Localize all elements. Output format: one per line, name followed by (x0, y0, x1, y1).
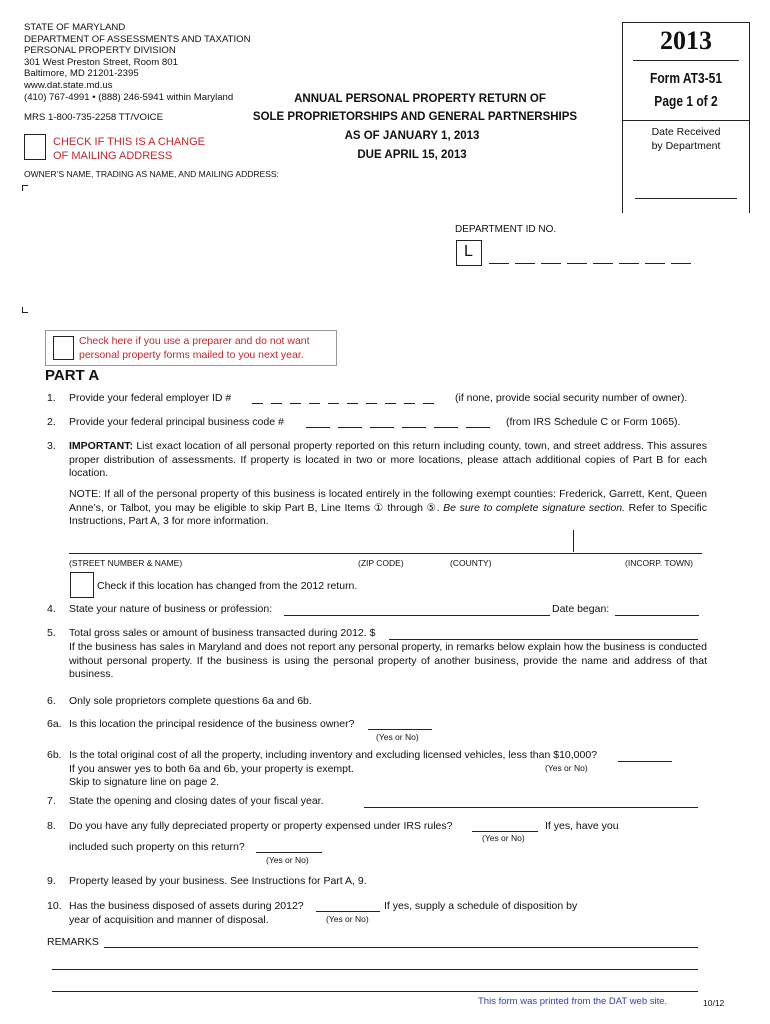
q6-text: Only sole proprietors complete questions 6a and 6b. (69, 695, 312, 707)
location-changed-label: Check if this location has changed from the 2012 return. (97, 580, 358, 592)
agency-line: STATE OF MARYLAND (24, 22, 126, 33)
disposed-assets-field[interactable] (316, 911, 380, 912)
q4-text: State your nature of business or profession: (69, 603, 273, 615)
incorp-town-label: (INCORP. TOWN) (625, 558, 694, 568)
change-address-checkbox[interactable] (24, 134, 46, 160)
remarks-line-2[interactable] (52, 969, 698, 970)
q8-number: 8. (47, 820, 56, 832)
form-page: Page 1 of 2 (654, 93, 718, 110)
footer-printed-note: This form was printed from the DAT web site. (478, 996, 668, 1007)
owner-label: OWNER’S NAME, TRADING AS NAME, AND MAILING ADDRESS: (24, 169, 279, 179)
q8-hint-2: (Yes or No) (266, 855, 309, 865)
q3-number: 3. (47, 440, 56, 452)
q10-number: 10. (47, 900, 62, 912)
q3-note-emphasis: Be sure to complete signature section. (443, 501, 626, 514)
q8-hint-1: (Yes or No) (482, 833, 525, 843)
q10-line-2: year of acquisition and manner of disposal. (69, 914, 269, 926)
agency-line: 301 West Preston Street, Room 801 (24, 56, 178, 68)
q6a-hint: (Yes or No) (376, 732, 419, 742)
q5-text-2: If the business has sales in Maryland and does not report any personal property, in remarks below explain how the business is conducted without personal property. If the business is using the personal property of another business, provide the name and address of that business. (69, 641, 707, 680)
location-divider (573, 530, 574, 552)
q6b-text: Is the total original cost of all the property, including inventory and excluding licensed vehicles, less than $10,000? (69, 749, 598, 761)
agency-line: DEPARTMENT OF ASSESSMENTS AND TAXATION (24, 33, 251, 45)
date-received-label: Date Received (651, 126, 721, 138)
form-title-1: ANNUAL PERSONAL PROPERTY RETURN OF (294, 93, 546, 105)
change-address-label-1: CHECK IF THIS IS A CHANGE (53, 136, 205, 148)
q3-note-ref: Refer to Specific Instructions, Part A, 3 for more information. (69, 501, 707, 527)
zip-label: (ZIP CODE) (358, 558, 404, 568)
q7-text: State the opening and closing dates of your fiscal year. (69, 795, 324, 807)
nature-of-business-field[interactable] (284, 615, 550, 616)
q4-number: 4. (47, 603, 56, 615)
location-changed-checkbox[interactable] (70, 572, 94, 598)
q5-number: 5. (47, 627, 56, 639)
agency-line: (410) 767-4991 • (888) 246-5941 within Maryland (24, 91, 234, 103)
preparer-label-1: Check here if you use a preparer and do not want (79, 335, 310, 347)
q3-note: NOTE: If all of the personal property of this business is located entirely in the following exempt counties: Frederick, Garrett, Kent, Queen Anne’s, or Talbot, you may be eligible to skip Part B, Line Items ① through ⑤. (69, 488, 707, 514)
included-property-field[interactable] (256, 852, 322, 853)
q8-tail: If yes, have you (545, 820, 619, 832)
fiscal-year-field[interactable] (364, 807, 698, 808)
form-id-box (622, 22, 750, 213)
depreciated-property-field[interactable] (472, 831, 538, 832)
remarks-line-3[interactable] (52, 991, 698, 992)
q6b-number: 6b. (47, 749, 62, 761)
principal-residence-field[interactable] (368, 729, 432, 730)
q1-suffix: (if none, provide social security number of owner). (455, 392, 688, 404)
q2-number: 2. (47, 416, 56, 428)
county-label: (COUNTY) (450, 558, 492, 568)
q6b-line-3: Skip to signature line on page 2. (69, 776, 220, 788)
mrs-line: MRS 1-800-735-2258 TT/VOICE (24, 112, 163, 123)
dept-id-prefix: L (464, 243, 473, 260)
preparer-label-2: personal property forms mailed to you next year. (79, 349, 304, 361)
by-department-label: by Department (651, 140, 721, 152)
q6b-hint: (Yes or No) (545, 763, 588, 773)
dept-id-digits[interactable] (489, 263, 689, 267)
q6a-number: 6a. (47, 718, 62, 730)
q1-number: 1. (47, 392, 56, 404)
q5-text: Total gross sales or amount of business transacted during 2012. $ (69, 627, 376, 639)
location-input-line[interactable] (69, 553, 702, 554)
q8-text: Do you have any fully depreciated property or property expensed under IRS rules? (69, 820, 453, 832)
q4-date-label: Date began: (552, 603, 610, 615)
q6a-text: Is this location the principal residence of the business owner? (69, 718, 355, 730)
q7-number: 7. (47, 795, 56, 807)
q10-hint: (Yes or No) (326, 914, 369, 924)
preparer-checkbox[interactable] (53, 336, 74, 360)
form-title-2: SOLE PROPRIETORSHIPS AND GENERAL PARTNERSHIPS (252, 111, 578, 123)
corner-mark-top (22, 185, 28, 191)
q3-important: IMPORTANT: (69, 440, 133, 452)
street-label: (STREET NUMBER & NAME) (69, 558, 183, 568)
under-10000-field[interactable] (618, 761, 672, 762)
q2-text: Provide your federal principal business code # (69, 416, 284, 428)
q8-line-2: included such property on this return? (69, 841, 245, 853)
business-code-field[interactable] (306, 427, 501, 431)
change-address-label-2: OF MAILING ADDRESS (53, 150, 173, 162)
agency-line: www.dat.state.md.us (24, 79, 113, 91)
federal-ein-field[interactable] (252, 403, 447, 407)
agency-address-block (24, 22, 274, 103)
corner-mark-bottom (22, 307, 28, 313)
remarks-label: REMARKS (47, 936, 99, 948)
q9-number: 9. (47, 875, 56, 887)
q2-suffix: (from IRS Schedule C or Form 1065). (506, 416, 681, 428)
q3-text: List exact location of all personal property reported on this return including county, town, and street address. This assures proper distribution of assessments. If property is located in two or more locations, please attach additional copies of Part B for each location. (69, 440, 707, 479)
dept-id-label: DEPARTMENT ID NO. (455, 224, 557, 235)
q6b-line-2: If you answer yes to both 6a and 6b, your property is exempt. (69, 763, 354, 775)
q1-text: Provide your federal employer ID # (69, 392, 232, 404)
agency-line: PERSONAL PROPERTY DIVISION (24, 45, 176, 57)
q10-tail: If yes, supply a schedule of disposition by (384, 900, 578, 912)
gross-sales-field[interactable] (389, 639, 698, 640)
remarks-line-1[interactable] (104, 947, 698, 948)
agency-line: Baltimore, MD 21201-2395 (24, 68, 139, 80)
q9-text: Property leased by your business. See Instructions for Part A, 9. (69, 875, 367, 887)
as-of-date: AS OF JANUARY 1, 2013 (344, 130, 480, 142)
form-number: Form AT3-51 (649, 70, 722, 87)
dept-id-prefix-box (456, 240, 482, 266)
form-year: 2013 (660, 26, 712, 55)
due-date: DUE APRIL 15, 2013 (357, 149, 467, 161)
date-began-field[interactable] (615, 615, 699, 616)
q10-text: Has the business disposed of assets during 2012? (69, 900, 304, 912)
footer-revision: 10/12 (703, 998, 725, 1008)
part-a-heading: PART A (45, 367, 100, 384)
q6-number: 6. (47, 695, 56, 707)
